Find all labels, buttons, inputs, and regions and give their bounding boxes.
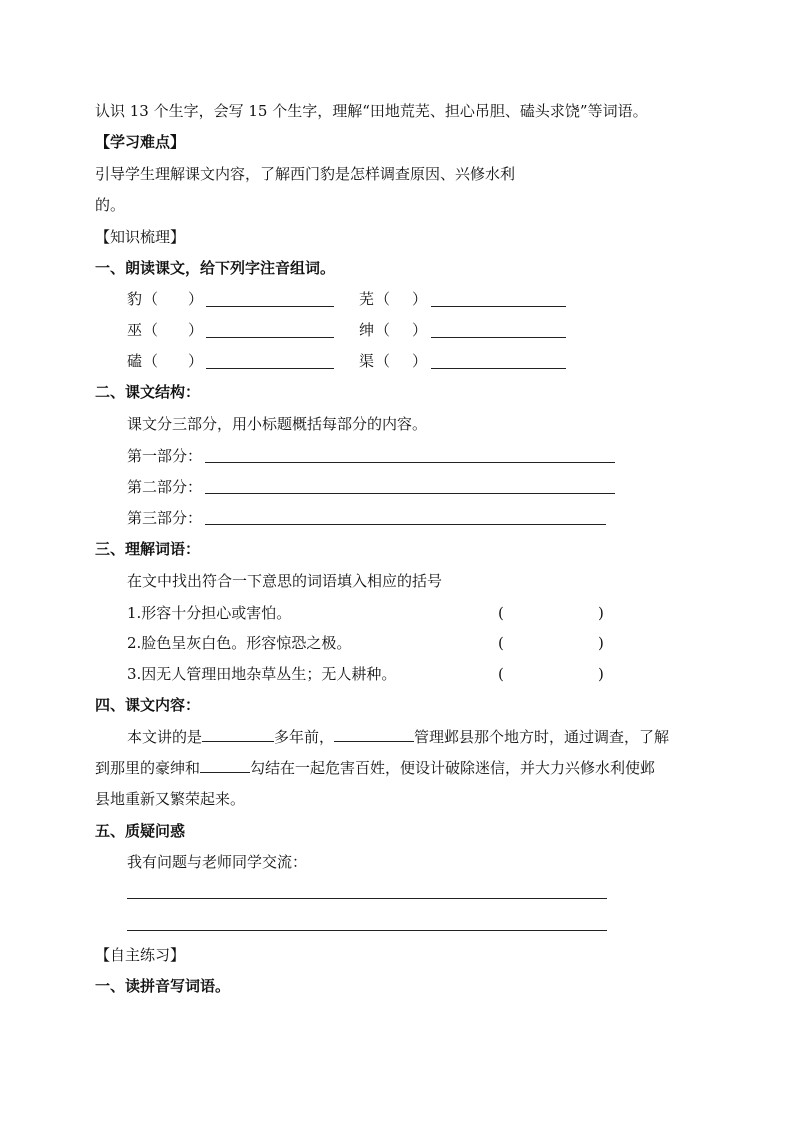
- answer-blank[interactable]: [200, 758, 250, 773]
- practice-item-1: 一、读拼音写词语。: [95, 977, 231, 995]
- section4-title: 四、课文内容：: [95, 696, 201, 714]
- content-text: 多年前，: [274, 728, 335, 746]
- answer-blank[interactable]: [205, 462, 615, 463]
- paren-open: （: [375, 352, 391, 370]
- question-blank-line[interactable]: [127, 898, 607, 899]
- section2-instruction: 课文分三部分，用小标题概括每部分的内容。: [127, 415, 428, 433]
- difficulty-text-1: 引导学生理解课文内容，了解西门豹是怎样调查原因、兴修水利: [95, 165, 516, 183]
- content-text: 勾结在一起危害百姓，便设计破除迷信，并大力兴修水利使邺: [250, 759, 656, 777]
- section3-instruction: 在文中找出符合一下意思的词语填入相应的括号: [127, 572, 443, 590]
- char-bao: 豹: [127, 290, 143, 308]
- content-line-2: [95, 758, 655, 778]
- knowledge-heading: 【知识梳理】: [95, 228, 186, 246]
- section3-title: 三、理解词语：: [95, 540, 201, 558]
- paren-open: (: [498, 604, 504, 622]
- part-label-1: 第一部分：: [127, 447, 203, 465]
- difficulty-text-2: 的。: [95, 196, 126, 214]
- paren-close: ）: [412, 290, 428, 308]
- char-wu-witch: 巫: [127, 321, 143, 339]
- difficulty-heading: 【学习难点】: [95, 133, 186, 151]
- content-text: 本文讲的是: [127, 728, 203, 746]
- part-label-2: 第二部分：: [127, 478, 203, 496]
- paren-close: ）: [412, 352, 428, 370]
- part-label-3: 第三部分：: [127, 509, 203, 527]
- answer-blank[interactable]: [431, 337, 566, 338]
- paren-close: ）: [188, 290, 204, 308]
- section1-title: 一、朗读课文，给下列字注音组词。: [95, 259, 336, 277]
- paren-close: ）: [188, 352, 204, 370]
- paren-open: （: [143, 352, 159, 370]
- paren-open: （: [375, 321, 391, 339]
- practice-heading: 【自主练习】: [95, 946, 186, 964]
- learning-goal-line: 认识 13 个生字，会写 15 个生字，理解“田地荒芜、担心吊胆、磕头求饶”等词语。: [95, 102, 648, 120]
- section5-instruction: 我有问题与老师同学交流：: [127, 853, 308, 871]
- answer-blank[interactable]: [431, 368, 566, 369]
- answer-blank[interactable]: [334, 727, 414, 742]
- answer-blank[interactable]: [205, 493, 615, 494]
- answer-blank[interactable]: [206, 306, 334, 307]
- content-text: 管理邺县那个地方时，通过调查，了解: [414, 728, 670, 746]
- char-ke: 磕: [127, 352, 143, 370]
- content-line-1: [127, 727, 669, 747]
- paren-open: （: [375, 290, 391, 308]
- answer-blank[interactable]: [206, 368, 334, 369]
- question-blank-line[interactable]: [127, 930, 607, 931]
- section5-title: 五、质疑问惑: [95, 822, 186, 840]
- paren-open: （: [143, 290, 159, 308]
- answer-blank[interactable]: [206, 337, 334, 338]
- paren-close: ）: [412, 321, 428, 339]
- paren-open: （: [143, 321, 159, 339]
- content-line-3: 县地重新又繁荣起来。: [95, 790, 246, 808]
- content-text: 到那里的豪绅和: [95, 759, 201, 777]
- paren-close: ）: [188, 321, 204, 339]
- paren-close: ): [598, 604, 604, 622]
- char-shen: 绅: [359, 321, 375, 339]
- paren-open: (: [498, 634, 504, 652]
- char-qu: 渠: [359, 352, 375, 370]
- paren-close: ): [598, 634, 604, 652]
- vocab-item-2: 2.脸色呈灰白色。形容惊恐之极。: [127, 634, 352, 652]
- char-wu-barren: 芜: [359, 290, 375, 308]
- vocab-item-3: 3.因无人管理田地杂草丛生；无人耕种。: [127, 665, 397, 683]
- paren-open: (: [498, 665, 504, 683]
- section2-title: 二、课文结构：: [95, 383, 201, 401]
- paren-close: ): [598, 665, 604, 683]
- answer-blank[interactable]: [202, 727, 274, 742]
- answer-blank[interactable]: [431, 306, 566, 307]
- vocab-item-1: 1.形容十分担心或害怕。: [127, 604, 292, 622]
- answer-blank[interactable]: [205, 524, 606, 525]
